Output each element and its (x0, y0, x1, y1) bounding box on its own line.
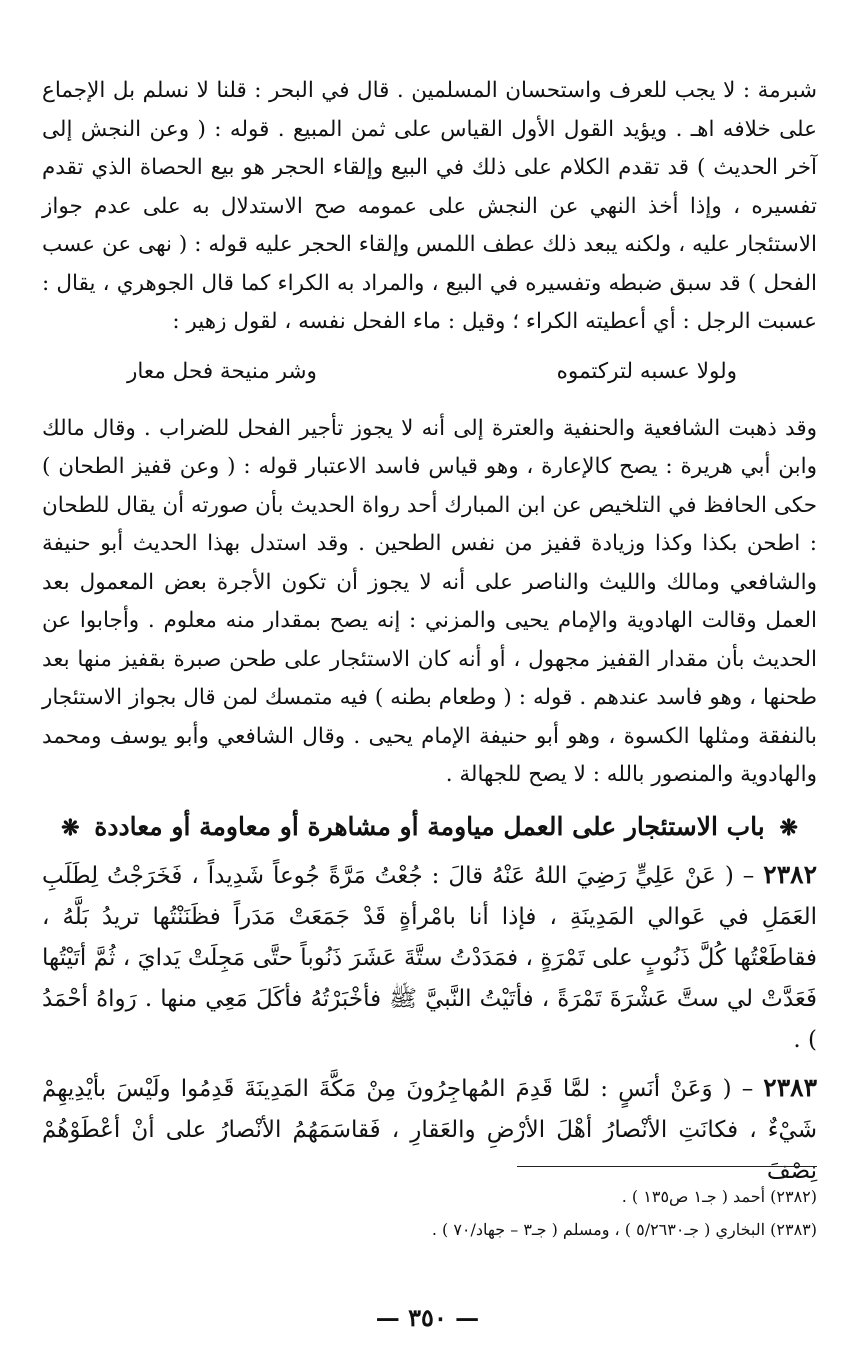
chapter-heading (42, 805, 817, 850)
star-ornament-icon: ❋ (779, 814, 798, 841)
commentary-paragraph-1: شبرمة : لا يجب للعرف واستحسان المسلمين . قال في البحر : قلنا لا نسلم بل الإجماع على خلافه اهـ . ويؤيد القول الأول القياس على ثمن المبيع . قوله : ( وعن النجش إلى آخر الحديث ) قد تقدم الكلام على ذلك في البيع وإلقاء الحجر هو بيع الحصاة الذي تقدم تفسيره ، وإذا أخذ النهي عن النجش على عمومه صح الاستدلال به على عدم جواز الاستئجار عليه ، ولكنه يبعد ذلك عطف اللمس وإلقاء الحجر عليه قوله : ( نهى عن عسب الفحل ) قد سبق ضبطه وتفسيره في البيع ، والمراد به الكراء كما قال الجوهري ، يقال : عسبت الرجل : أي أعطيته الكراء ؛ وقيل : ماء الفحل نفسه ، لقول زهير : (42, 78, 817, 334)
poem-verse (42, 342, 817, 406)
poem-first-hemistich: ولولا عسبه لتركتموه (556, 358, 737, 384)
footnote-item: (٢٣٨٣) البخاري ( جـ٥/٢٦٣٠ ) ، ومسلم ( جـ٣ – جهاد/٧٠ ) . (431, 1220, 817, 1239)
footnote-item: (٢٣٨٢) أحمد ( جـ١ ص١٣٥ ) . (621, 1187, 817, 1206)
hadith-text: – ( وَعَنْ أنَسٍ : لمَّا قَدِمَ المُهاجِرُونَ مِنْ مَكَّةَ المَدِينَةَ قَدِمُوا ولَيْسَ بأيْدِيهِمْ شَيْءٌ ، فكانَتِ الأنْصارُ أهْلَ الأرْضِ والعَقارِ ، فَقاسَمَهُمُ الأنْصارُ على أنْ أعْطَوْهُمْ نِصْفَ (42, 1075, 817, 1184)
hadith-2382 (42, 854, 817, 1061)
hadith-number: ٢٣٨٢ (763, 859, 817, 889)
commentary-paragraph-2: وقد ذهبت الشافعية والحنفية والعترة إلى أنه لا يجوز تأجير الفحل للضراب . وقال مالك وابن أبي هريرة : يصح كالإعارة ، وهو قياس فاسد الاعتبار قوله : ( وعن قفيز الطحان ) حكى الحافظ في التلخيص عن ابن المبارك أحد رواة الحديث بأن صورته أن يقال للطحان : اطحن بكذا وكذا وزيادة قفيز من نفس الطحين . وقد استدل بهذا الحديث أبو حنيفة والشافعي ومالك والليث والناصر على أنه لا يجوز أن تكون الأجرة بعض المعمول بعد العمل وقالت الهادوية والإمام يحيى والمزني : إنه يصح بمقدار منه معلوم . وأجابوا عن الحديث بأن مقدار القفيز مجهول ، أو أنه كان الاستئجار على طحن صبرة بقفيز منها بعد طحنها ، وهو فاسد عندهم . قوله : ( وطعام بطنه ) فيه متمسك لمن قال بجواز الاستئجار بالنفقة ومثلها الكسوة ، وهو أبو حنيفة الإمام يحيى . وقال الشافعي وأبو يوسف ومحمد والهادوية والمنصور بالله : لا يصح للجهالة . (42, 415, 817, 787)
footnote-divider (517, 1166, 817, 1167)
page-number: — ٣٥٠ — (375, 1303, 480, 1332)
poem-second-hemistich: وشر منيحة فحل معار (127, 358, 317, 384)
hadith-number: ٢٣٨٣ (763, 1072, 818, 1102)
hadith-text: – ( عَنْ عَلِيٍّ رَضِيَ اللهُ عَنْهُ قالَ : جُعْتُ مَرَّةً جُوعاً شَدِيداً ، فَخَرَجْتُ لِطَلَبِ العَمَلِ في عَوالي المَدِينَةِ ، فإذا أنا بامْرأةٍ قَدْ جَمَعَتْ مَدَراً فظَنَنْتُها تريدُ بَلَّهُ ، فقاطَعْتُها كُلَّ ذَنُوبٍ على تَمْرَةٍ ، فمَدَدْتُ ستَّةَ عَشَرَ ذَنُوباً حتَّى مَجِلَتْ يَدايَ ، ثُمَّ أتَيْتُها فَعَدَّتْ لي ستَّ عَشْرَةَ تَمْرَةً ، فأتَيْتُ النَّبيَّ ﷺ فأخْبَرْتُهُ فأكَلَ مَعِي منها . رَواهُ أحْمَدُ ) . (42, 862, 817, 1053)
star-ornament-icon: ❋ (61, 814, 80, 841)
chapter-heading-text: باب الاستئجار على العمل مياومة أو مشاهرة أو معاومة أو معاددة (94, 811, 765, 841)
hadith-2383 (42, 1067, 817, 1192)
footnotes (42, 1180, 817, 1246)
